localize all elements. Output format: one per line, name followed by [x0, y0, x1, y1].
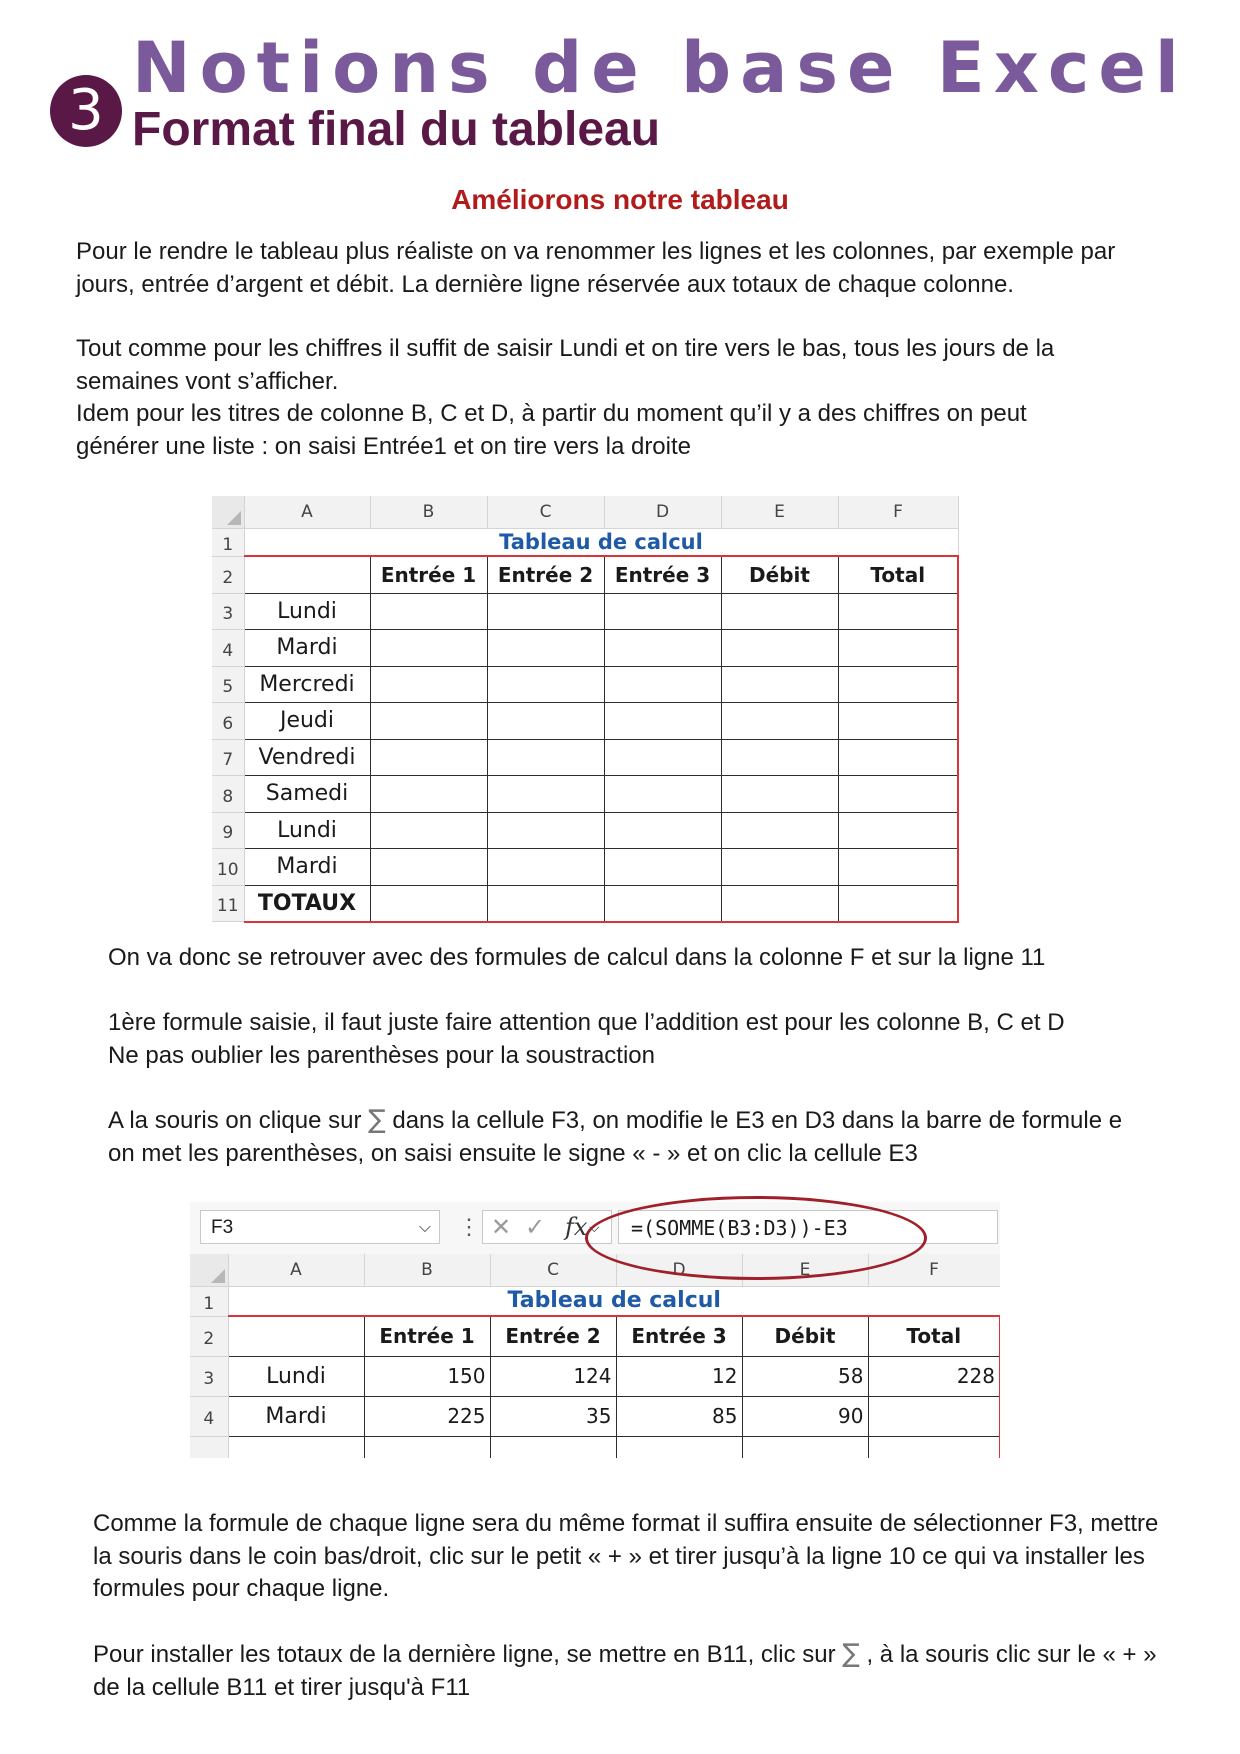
column-header-b[interactable]: B — [370, 496, 487, 528]
table-cell[interactable] — [721, 739, 838, 776]
chapter-number-badge: 3 — [50, 75, 122, 147]
paragraph-text: A la souris on clique sur — [108, 1107, 369, 1134]
table-title-cell[interactable]: Tableau de calcul — [507, 1288, 721, 1314]
column-header-e[interactable]: E — [742, 1254, 868, 1286]
table-cell[interactable] — [721, 812, 838, 849]
column-header-a[interactable]: A — [228, 1254, 364, 1286]
spreadsheet-screenshot-2 — [190, 1254, 1000, 1458]
value-cell[interactable]: 225 — [364, 1396, 490, 1436]
table-cell[interactable] — [604, 703, 721, 740]
table-cell[interactable] — [838, 885, 958, 922]
value-cell[interactable]: 150 — [364, 1356, 490, 1396]
table-cell[interactable] — [604, 666, 721, 703]
table-cell[interactable] — [487, 630, 604, 667]
column-title-total[interactable]: Total — [868, 1316, 1000, 1356]
paragraph-text: Pour installer les totaux de la dernière ligne, se mettre en B11, clic sur — [93, 1641, 843, 1668]
table-cell[interactable] — [370, 849, 487, 886]
formula-bar — [190, 1202, 1000, 1254]
day-cell[interactable]: Mardi — [244, 849, 370, 886]
table-cell[interactable] — [616, 1436, 742, 1458]
table-cell[interactable] — [868, 1436, 1000, 1458]
spreadsheet-screenshot-1 — [212, 496, 958, 920]
day-cell[interactable]: Vendredi — [244, 739, 370, 776]
table-cell[interactable] — [604, 885, 721, 922]
table-cell[interactable] — [838, 630, 958, 667]
table-cell[interactable] — [721, 593, 838, 630]
table-cell[interactable] — [838, 812, 958, 849]
column-title-entree-1[interactable]: Entrée 1 — [364, 1316, 490, 1356]
name-box[interactable] — [200, 1210, 440, 1244]
table-cell[interactable] — [487, 593, 604, 630]
day-cell[interactable]: Mardi — [228, 1396, 364, 1436]
cell-a2[interactable] — [228, 1316, 364, 1356]
table-cell[interactable] — [838, 593, 958, 630]
value-cell[interactable]: 58 — [742, 1356, 868, 1396]
total-cell-f4[interactable] — [868, 1396, 1000, 1436]
value-cell[interactable]: 12 — [616, 1356, 742, 1396]
day-cell[interactable]: Jeudi — [244, 703, 370, 740]
table-cell[interactable] — [604, 739, 721, 776]
table-cell[interactable] — [487, 776, 604, 813]
table-cell[interactable] — [604, 776, 721, 813]
column-header-f[interactable]: F — [868, 1254, 1000, 1286]
value-cell[interactable]: 90 — [742, 1396, 868, 1436]
more-options-icon[interactable]: ⋮ — [458, 1214, 480, 1239]
day-cell[interactable]: Mercredi — [244, 666, 370, 703]
paragraph-columns: Idem pour les titres de colonne B, C et D, à partir du moment qu’il y a des chiffres on peut générer une liste : on saisi Entrée1 et on tire vers la droite — [76, 400, 1027, 460]
paragraph-totals — [93, 1638, 1173, 1704]
day-cell[interactable]: Lundi — [244, 593, 370, 630]
paragraph-sigma-click — [108, 1104, 1128, 1170]
select-all-corner[interactable] — [212, 496, 244, 528]
column-title-total[interactable]: Total — [838, 556, 958, 593]
row-header[interactable]: 1 — [212, 528, 244, 556]
row-header[interactable]: 4 — [190, 1396, 228, 1436]
table-cell[interactable] — [721, 630, 838, 667]
table-cell[interactable] — [370, 776, 487, 813]
table-cell[interactable] — [364, 1436, 490, 1458]
column-header-c[interactable]: C — [490, 1254, 616, 1286]
paragraph-parentheses: Ne pas oublier les parenthèses pour la soustraction — [108, 1042, 655, 1069]
select-all-corner[interactable] — [190, 1254, 228, 1286]
paragraph-days: Tout comme pour les chiffres il suffit de saisir Lundi et on tire vers le bas, tous les jours de la semaines vont s’afficher. — [76, 335, 1055, 395]
table-cell[interactable] — [838, 776, 958, 813]
paragraph-text: , à la souris clic sur le « + » de la cellule B11 et tirer jusqu'à F11 — [93, 1641, 1157, 1701]
table-cell[interactable] — [490, 1436, 616, 1458]
table-cell[interactable] — [487, 739, 604, 776]
table-cell[interactable] — [487, 666, 604, 703]
table-cell[interactable] — [838, 666, 958, 703]
column-title-entree-2[interactable]: Entrée 2 — [487, 556, 604, 593]
table-cell[interactable] — [604, 849, 721, 886]
table-cell[interactable] — [721, 666, 838, 703]
column-title-entree-3[interactable]: Entrée 3 — [616, 1316, 742, 1356]
value-cell[interactable]: 85 — [616, 1396, 742, 1436]
row-header[interactable]: 2 — [212, 556, 244, 593]
table-cell[interactable] — [370, 812, 487, 849]
insert-function-icon[interactable]: fx — [565, 1213, 588, 1241]
section-heading: Améliorons notre tableau — [451, 184, 789, 215]
table-cell[interactable] — [721, 703, 838, 740]
table-cell[interactable] — [487, 885, 604, 922]
table-cell[interactable] — [721, 776, 838, 813]
row-header[interactable]: 2 — [190, 1316, 228, 1356]
row-header[interactable]: 11 — [212, 885, 244, 922]
table-cell[interactable] — [838, 849, 958, 886]
check-icon[interactable]: ✓ — [525, 1214, 546, 1241]
column-header-e[interactable]: E — [721, 496, 838, 528]
table-cell[interactable] — [487, 849, 604, 886]
row-header[interactable]: 3 — [212, 593, 244, 630]
day-cell[interactable]: Lundi — [244, 812, 370, 849]
table-cell[interactable] — [370, 703, 487, 740]
value-cell[interactable]: 124 — [490, 1356, 616, 1396]
table-cell[interactable] — [228, 1436, 364, 1458]
page-subtitle: Format final du tableau — [132, 103, 661, 156]
row-header[interactable]: 7 — [212, 739, 244, 776]
chevron-down-icon[interactable]: ⌵ — [418, 1219, 431, 1236]
column-header-f[interactable]: F — [838, 496, 958, 528]
day-cell[interactable]: Lundi — [228, 1356, 364, 1396]
formula-controls — [482, 1210, 612, 1244]
table-cell[interactable] — [604, 812, 721, 849]
row-header[interactable]: 4 — [212, 630, 244, 667]
table-cell[interactable] — [370, 885, 487, 922]
table-cell[interactable] — [838, 703, 958, 740]
day-cell[interactable]: Samedi — [244, 776, 370, 813]
table-title-cell[interactable]: Tableau de calcul — [244, 528, 958, 556]
sigma-icon: ∑ — [368, 1105, 386, 1135]
paragraph-text: dans la cellule F3, on modifie le E3 en D3 dans la barre de formule e on met les parenthèses, on saisi ensuite le signe « - » et on clic la cellule E3 — [108, 1107, 1123, 1167]
row-header[interactable]: 10 — [212, 849, 244, 886]
row-header[interactable]: 5 — [212, 666, 244, 703]
column-title-entree-1[interactable]: Entrée 1 — [370, 556, 487, 593]
table-cell[interactable] — [604, 630, 721, 667]
formula-input[interactable]: =(SOMME(B3:D3))-E3 — [618, 1210, 998, 1244]
column-header-d[interactable]: D — [616, 1254, 742, 1286]
table-cell[interactable] — [370, 739, 487, 776]
totals-label-cell[interactable]: TOTAUX — [244, 885, 370, 922]
column-header-c[interactable]: C — [487, 496, 604, 528]
table-cell[interactable] — [838, 739, 958, 776]
paragraph-intro: Pour le rendre le tableau plus réaliste on va renommer les lignes et les colonnes, par exemple par jours, entrée d’argent et débit. La dernière ligne réservée aux totaux de chaque colonne. — [76, 238, 1116, 298]
paragraph-fill-down: Comme la formule de chaque ligne sera du même format il suffira ensuite de sélectionner F3, mettre la souris dans le coin bas/droit, clic sur le petit « + » et tirer jusqu’à la ligne 10 ce qui va installer les formules pour chaque ligne. — [93, 1510, 1159, 1602]
row-header[interactable]: 6 — [212, 703, 244, 740]
table-cell[interactable] — [721, 849, 838, 886]
name-box-value: F3 — [211, 1217, 234, 1238]
column-title-entree-3[interactable]: Entrée 3 — [604, 556, 721, 593]
column-header-a[interactable]: A — [244, 496, 370, 528]
table-cell[interactable] — [487, 703, 604, 740]
page-title: Notions de base Excel — [132, 27, 1188, 109]
column-title-debit[interactable]: Débit — [742, 1316, 868, 1356]
row-header[interactable]: 8 — [212, 776, 244, 813]
table-cell[interactable] — [370, 666, 487, 703]
table-cell[interactable] — [604, 593, 721, 630]
table-cell[interactable] — [487, 812, 604, 849]
row-header[interactable]: 1 — [190, 1286, 228, 1316]
day-cell[interactable]: Mardi — [244, 630, 370, 667]
column-title-debit[interactable]: Débit — [721, 556, 838, 593]
table-cell[interactable] — [370, 630, 487, 667]
value-cell[interactable]: 35 — [490, 1396, 616, 1436]
table-cell[interactable] — [742, 1436, 868, 1458]
table-cell[interactable] — [721, 885, 838, 922]
total-cell-f3[interactable]: 228 — [868, 1356, 1000, 1396]
paragraph-formulas: On va donc se retrouver avec des formules de calcul dans la colonne F et sur la ligne 11 — [108, 944, 1046, 971]
column-title-entree-2[interactable]: Entrée 2 — [490, 1316, 616, 1356]
row-header[interactable]: 3 — [190, 1356, 228, 1396]
table-cell[interactable] — [370, 593, 487, 630]
cancel-icon[interactable]: ✕ — [491, 1214, 512, 1241]
sigma-icon: ∑ — [842, 1639, 860, 1669]
row-header[interactable]: 9 — [212, 812, 244, 849]
column-header-b[interactable]: B — [364, 1254, 490, 1286]
paragraph-first-formula: 1ère formule saisie, il faut juste faire attention que l’addition est pour les colonne B, C et D — [108, 1009, 1065, 1036]
chevron-down-icon[interactable]: ⌵ — [589, 1219, 600, 1235]
column-header-d[interactable]: D — [604, 496, 721, 528]
row-header[interactable] — [190, 1436, 228, 1458]
cell-a2[interactable] — [244, 556, 370, 593]
